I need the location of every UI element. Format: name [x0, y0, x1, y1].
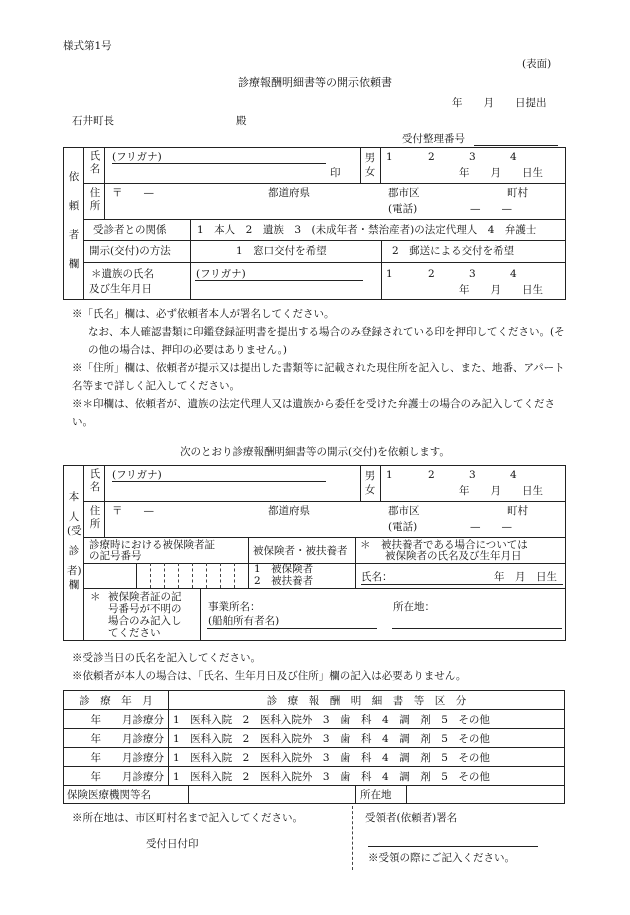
category-month[interactable]: 年 月診療分	[64, 729, 169, 748]
requester-phone[interactable]: (電話)	[388, 203, 418, 215]
method-mail-option[interactable]: 2 郵送による交付を希望	[392, 245, 515, 257]
relation-options[interactable]: 1 本人 2 遺族 3 (未成年者・禁治産者)の法定代理人 4 弁護士	[197, 224, 537, 236]
addressee: 石井町長	[72, 115, 114, 127]
category-month[interactable]: 年 月診療分	[64, 767, 169, 786]
employer-label: 事業所名：	[208, 601, 261, 613]
patient-era-3[interactable]: 3	[469, 469, 476, 481]
unknown-number-note-4: てください	[108, 627, 161, 639]
table-row[interactable]	[64, 748, 565, 767]
location-note: ※所在地は、市区町村名まで記入してください。	[72, 812, 303, 824]
patient-postal[interactable]: 〒 —	[112, 505, 154, 517]
category-month[interactable]: 年 月診療分	[64, 748, 169, 767]
bereaved-era-2[interactable]: 2	[428, 268, 435, 280]
category-table	[63, 690, 565, 786]
receipt-number-label: 受付整理番号	[402, 133, 465, 145]
requester-town: 町村	[507, 187, 528, 199]
patient-section-label: 本 人 (受 診 者) 欄	[67, 491, 82, 591]
bereaved-birth-date[interactable]: 年 月 日生	[459, 284, 543, 296]
bereaved-era-4[interactable]: 4	[510, 268, 517, 280]
ship-owner-label: (船舶所有者名)	[208, 615, 280, 627]
note-self-request: ※依頼者が本人の場合は、「氏名、生年月日及び住所」欄の記入は必要ありません。	[72, 670, 467, 682]
note-visit-name: ※受診当日の氏名を記入してください。	[72, 652, 261, 664]
requester-era-1[interactable]: 1	[386, 151, 393, 163]
note-signature: ※「氏名」欄は、必ず依頼者本人が署名してください。	[72, 308, 335, 320]
requester-address-label: 住 所	[89, 187, 101, 212]
patient-city: 郡市区	[388, 505, 420, 517]
employer-field[interactable]	[207, 628, 377, 629]
dependent-birth[interactable]: 年 月 日生	[494, 571, 557, 583]
page-title: 診療報酬明細書等の開示依頼書	[238, 76, 392, 89]
relation-label: 受診者との関係	[93, 224, 167, 236]
patient-address-label: 住 所	[89, 505, 101, 530]
requester-city: 郡市区	[388, 187, 420, 199]
category-header-month: 診 療 年 月	[64, 691, 169, 710]
unknown-number-note-2: 号番号が不明の	[108, 603, 182, 615]
bereaved-furigana-field[interactable]	[195, 280, 363, 281]
request-sentence: 次のとおり診療報酬明細書等の開示(交付)を依頼します。	[180, 446, 450, 458]
honorific: 殿	[236, 115, 247, 127]
category-month[interactable]: 年 月診療分	[64, 710, 169, 729]
patient-prefecture: 都道府県	[268, 505, 310, 517]
requester-postal[interactable]: 〒 —	[112, 187, 154, 199]
submission-date: 年 月 日提出	[452, 97, 547, 109]
footer-divider	[352, 806, 353, 870]
requester-furigana: (フリガナ)	[112, 151, 162, 163]
table-row[interactable]	[64, 767, 565, 786]
requester-gender[interactable]: 男 女	[364, 152, 376, 178]
requester-era-2[interactable]: 2	[428, 151, 435, 163]
table-row[interactable]	[64, 710, 565, 729]
patient-location-label: 所在地：	[393, 601, 435, 613]
patient-phone[interactable]: (電話)	[388, 521, 418, 533]
signature-note: ※受領の際にご記入ください。	[368, 852, 515, 864]
patient-birth-date[interactable]: 年 月 日生	[459, 485, 543, 497]
requester-prefecture: 都道府県	[268, 187, 310, 199]
insurance-number-label-2: の記号番号	[89, 550, 142, 562]
category-options[interactable]: 1 医科入院 2 医科入院外 3 歯 科 4 調 剤 5 その他	[169, 767, 565, 786]
dependent-name-label: 氏名：	[361, 571, 393, 583]
bereaved-furigana: (フリガナ)	[196, 268, 246, 280]
patient-era-4[interactable]: 4	[510, 469, 517, 481]
institution-label: 保険医療機関等名	[67, 789, 151, 801]
dependent-name-field[interactable]	[361, 584, 563, 585]
receipt-stamp-label: 受付日付印	[146, 838, 199, 850]
unknown-asterisk: ＊	[90, 591, 101, 603]
category-header-type: 診 療 報 酬 明 細 書 等 区 分	[169, 691, 565, 710]
dependent-note-2: 被保険者の氏名及び生年月日	[385, 550, 522, 562]
bereaved-era-3[interactable]: 3	[469, 268, 476, 280]
bereaved-label: ＊遺族の氏名	[91, 268, 154, 280]
patient-town: 町村	[507, 505, 528, 517]
table-row[interactable]	[64, 729, 565, 748]
requester-phone-dash: — —	[470, 203, 512, 215]
bereaved-era-1[interactable]: 1	[386, 268, 393, 280]
form-number: 様式第1号	[63, 40, 112, 52]
patient-furigana: (フリガナ)	[112, 469, 162, 481]
patient-gender[interactable]: 男 女	[364, 470, 376, 496]
note-seal: なお、本人確認書類に印鑑登録証明書を提出する場合のみ登録されている印を押印してください。(その他の場合は、押印の必要はありません。)	[88, 326, 565, 356]
seal-mark: 印	[330, 167, 341, 179]
requester-name-label: 氏 名	[89, 150, 101, 175]
category-options[interactable]: 1 医科入院 2 医科入院外 3 歯 科 4 調 剤 5 その他	[169, 729, 565, 748]
institution-location-label: 所在地	[360, 789, 392, 801]
insurance-number-label: 診療時における被保険者証	[89, 539, 215, 551]
insured-type-label: 被保険者・被扶養者	[253, 545, 348, 557]
method-counter-option[interactable]: 1 窓口交付を希望	[236, 245, 327, 257]
requester-era-4[interactable]: 4	[510, 151, 517, 163]
dependent-note: ＊ 被扶養者である場合については	[360, 539, 528, 551]
requester-era-3[interactable]: 3	[469, 151, 476, 163]
requester-section-label: 依 頼 者 欄	[68, 171, 80, 270]
requester-birth-date[interactable]: 年 月 日生	[459, 167, 543, 179]
category-options[interactable]: 1 医科入院 2 医科入院外 3 歯 科 4 調 剤 5 その他	[169, 710, 565, 729]
category-header-row	[64, 691, 565, 710]
signature-field[interactable]	[368, 846, 538, 847]
requester-furigana-field[interactable]	[112, 163, 326, 164]
patient-location-field[interactable]	[392, 628, 562, 629]
insured-option-2[interactable]: 2 被扶養者	[254, 575, 314, 587]
signature-label: 受領者(依頼者)署名	[365, 812, 458, 824]
unknown-number-note: 被保険者証の記	[108, 591, 182, 603]
receipt-number-field[interactable]	[474, 145, 558, 146]
category-options[interactable]: 1 医科入院 2 医科入院外 3 歯 科 4 調 剤 5 その他	[169, 748, 565, 767]
patient-name-label: 氏 名	[89, 468, 101, 493]
bereaved-label-2: 及び生年月日	[89, 283, 152, 295]
unknown-number-note-3: 場合のみ記入し	[108, 615, 182, 627]
patient-era-2[interactable]: 2	[428, 469, 435, 481]
patient-phone-dash: — —	[470, 521, 512, 533]
note-asterisk: ※＊印欄は、依頼者が、遺族の法定代理人又は遺族から委任を受けた弁護士の場合のみ記入してください。	[72, 398, 555, 428]
method-label: 開示(交付)の方法	[89, 245, 171, 257]
patient-era-1[interactable]: 1	[386, 469, 393, 481]
insured-option-1[interactable]: 1 被保険者	[254, 563, 314, 575]
side-label: (表面)	[522, 58, 552, 70]
patient-furigana-field[interactable]	[112, 481, 326, 482]
note-address: ※「住所」欄は、依頼者が提示又は提出した書類等に記載された現住所を記入し、また、地番、アパート名等まで詳しく記入してください。	[72, 362, 565, 392]
